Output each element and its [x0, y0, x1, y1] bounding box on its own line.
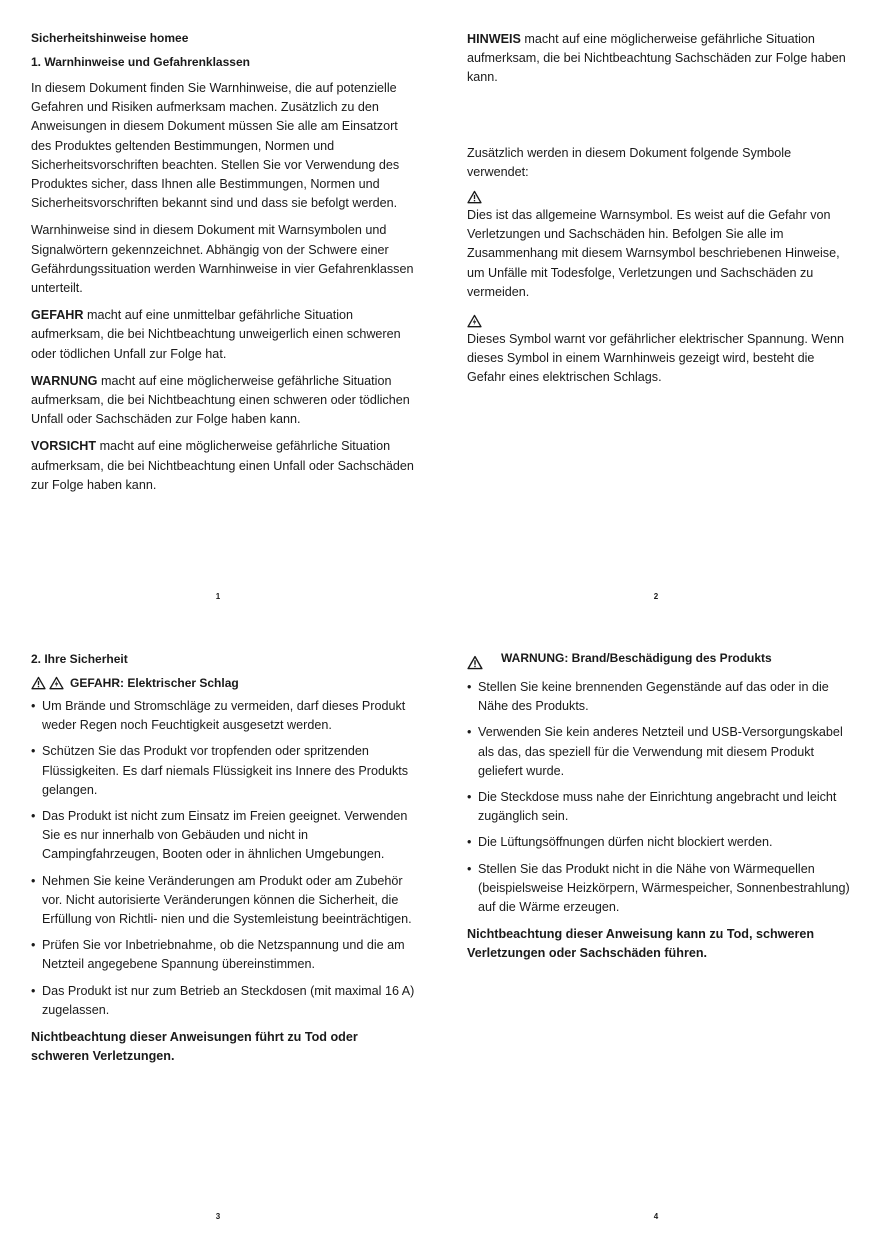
gefahr-label: GEFAHR: [31, 308, 84, 323]
hinweis-label: HINWEIS: [467, 32, 521, 46]
document-title: Sicherheitshinweise homee: [31, 31, 189, 45]
hazard-classes-paragraph: Warnhinweise sind in diesem Dokument mit Warnsymbolen und Signalwörtern gekennzeichnet. Abhängig von der Schwere einer Gefährdungssituation werden Warnhinweise in vier Gefahrenklassen unterteilt.: [31, 223, 414, 296]
warning-triangle-icon: [467, 655, 483, 670]
warning-closing: Nichtbeachtung dieser Anweisung kann zu Tod, schweren Verletzungen oder Sachschäden führen.: [467, 927, 815, 961]
warnung-paragraph: [31, 372, 416, 430]
hinweis-text: macht auf eine möglicherweise gefährliche Situation aufmerksam, die bei Nichtbeachtung Sachschäden zur Folge haben kann.: [467, 32, 846, 85]
list-item: • Nehmen Sie keine Veränderungen am Produkt oder am Zubehör vor. Nicht autorisierte Veränderungen können die Sicherheit, die Erfüllung von Richtli- nien und die Systemleistung beeinträchtigen.: [31, 872, 416, 930]
list-item: • Die Lüftungsöffnungen dürfen nicht blockiert werden.: [467, 833, 852, 852]
danger-heading: [31, 676, 416, 690]
list-item: • Verwenden Sie kein anderes Netzteil und USB-Versorgungskabel als das, das speziell für die Verwendung mit diesem Produkt geliefert wurde.: [467, 723, 852, 781]
page-4: [467, 651, 852, 964]
vorsicht-paragraph: [31, 437, 416, 495]
general-symbol-text: Dies ist das allgemeine Warnsymbol. Es weist auf die Gefahr von Verletzungen und Sachschäden hin. Befolgen Sie alle im Zusammenhang mit diesem Warnsymbol beschriebenen Hinweise, um Unfälle mit Todesfolge, Verletzungen und Sachschäden zu vermeiden.: [467, 208, 840, 299]
spacer: [467, 96, 852, 144]
list-item: • Um Brände und Stromschläge zu vermeiden, darf dieses Produkt weder Regen noch Feuchtigkeit ausgesetzt werden.: [31, 697, 416, 735]
page-2: [467, 30, 852, 396]
list-item: • Die Steckdose muss nahe der Einrichtung angebracht und leicht zugänglich sein.: [467, 788, 852, 826]
page-number-1: 1: [215, 592, 221, 601]
intro-paragraph: In diesem Dokument finden Sie Warnhinweise, die auf potenzielle Gefahren und Risiken aufmerksam machen. Zusätzlich zu den Anweisungen in diesem Dokument müssen Sie alle am Einsatzort des Produktes geltenden Bestimmungen, Normen und Sicherheitsvorschriften beachten. Stellen Sie vor Verwendung des Produktes sicher, dass Ihnen alle Bestimmungen, Normen und Sicherheitsvorschriften bekannt sind und dass sie befolgt werden.: [31, 81, 400, 211]
electric-warning-icon: [49, 676, 64, 690]
warning-title: WARNUNG: Brand/Beschädigung des Produkts: [501, 651, 772, 665]
list-item: • Das Produkt ist nur zum Betrieb an Steckdosen (mit maximal 16 A) zugelassen.: [31, 982, 416, 1020]
warnung-label: WARNUNG: [31, 373, 98, 388]
gefahr-paragraph: [31, 306, 416, 364]
hinweis-paragraph: [467, 30, 852, 88]
danger-list: [31, 697, 416, 1020]
page-number-3: 3: [215, 1212, 221, 1221]
electric-warning-icon: [467, 314, 482, 328]
page-1: [31, 30, 416, 503]
list-item: • Prüfen Sie vor Inbetriebnahme, ob die Netzspannung und die am Netzteil angegebene Spannung übereinstimmen.: [31, 936, 416, 974]
vorsicht-label: VORSICHT: [31, 439, 97, 454]
list-item: • Stellen Sie das Produkt nicht in die Nähe von Wärmequellen (beispielsweise Heizkörpern, Wärmespeicher, Sonnenbestrahlung) auf die Wärme erzeugen.: [467, 860, 852, 918]
danger-closing: Nichtbeachtung dieser Anweisungen führt zu Tod oder schweren Verletzungen.: [31, 1030, 358, 1064]
warning-triangle-icon: [467, 190, 482, 204]
list-item: • Das Produkt ist nicht zum Einsatz im Freien geeignet. Verwenden Sie es nur innerhalb von Gebäuden und nicht in Campingfahrzeugen, Booten oder in ähnlichen Umgebungen.: [31, 807, 416, 865]
page-number-4: 4: [653, 1212, 659, 1221]
symbols-intro: Zusätzlich werden in diesem Dokument folgende Symbole verwendet:: [467, 145, 792, 179]
electric-symbol-text: Dieses Symbol warnt vor gefährlicher elektrischer Spannung. Wenn dieses Symbol in einem Warnhinweis gezeigt wird, besteht die Gefahr eines elektrischen Schlags.: [467, 332, 845, 385]
warning-heading: [467, 651, 852, 670]
page-number-2: 2: [653, 592, 659, 601]
list-item: • Stellen Sie keine brennenden Gegenstände auf das oder in die Nähe des Produkts.: [467, 678, 852, 716]
danger-title: GEFAHR: Elektrischer Schlag: [70, 676, 239, 690]
section-title-safety: 2. Ihre Sicherheit: [31, 652, 128, 666]
gefahr-text: macht auf eine unmittelbar gefährliche Situation aufmerksam, die bei Nichtbeachtung unweigerlich einen schweren oder tödlichen Unfall zur Folge hat.: [31, 308, 401, 361]
warning-triangle-icon: [31, 676, 46, 690]
vorsicht-text: macht auf eine möglicherweise gefährliche Situation aufmerksam, die bei Nichtbeachtung einen Unfall oder Sachschäden zur Folge haben kann.: [31, 439, 414, 492]
list-item: • Schützen Sie das Produkt vor tropfenden oder spritzenden Flüssigkeiten. Es darf niemals Flüssigkeit ins Innere des Produkts gelangen.: [31, 742, 416, 800]
warnung-text: macht auf eine möglicherweise gefährliche Situation aufmerksam, die bei Nichtbeachtung einen schweren oder tödlichen Unfall oder Sachschäden zur Folge haben kann.: [31, 373, 410, 427]
warning-list: [467, 678, 852, 917]
section-title-warnings: 1. Warnhinweise und Gefahrenklassen: [31, 55, 250, 69]
page-3: [31, 651, 416, 1066]
